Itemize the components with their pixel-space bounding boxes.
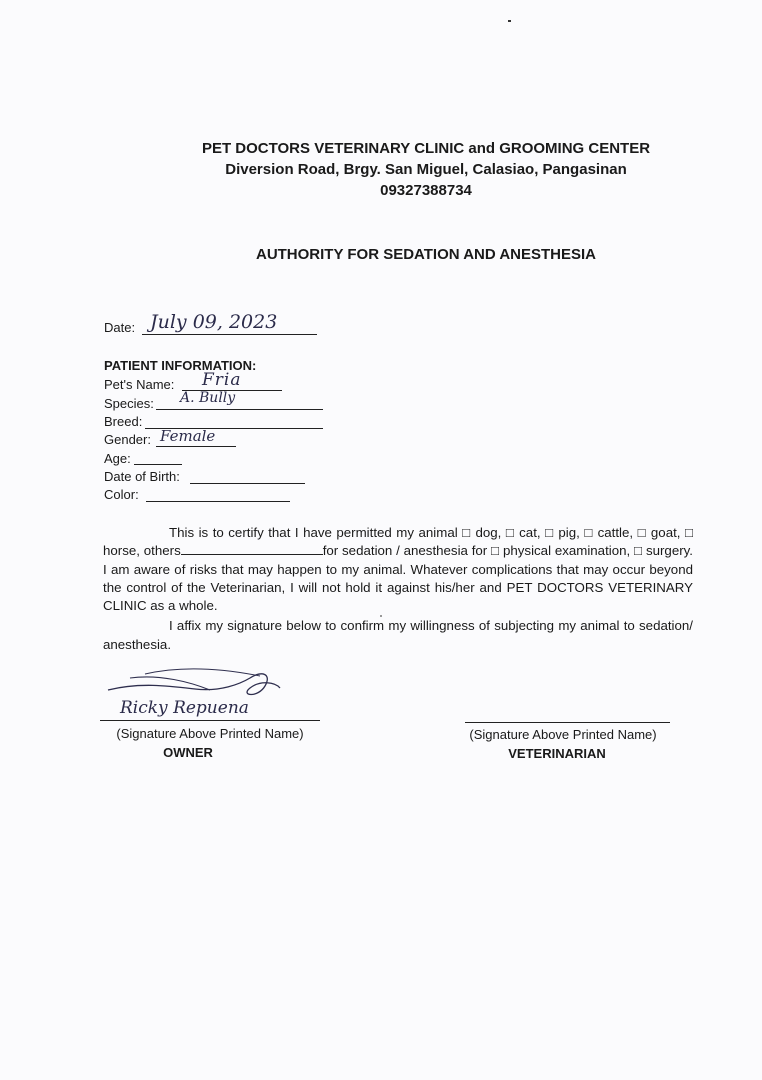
pets-name-value[interactable]: Fria <box>202 370 242 390</box>
owner-printed-name: Ricky Repuena <box>120 698 249 718</box>
affix-signature-text: I affix my signature below to confirm my willingness of subjecting my animal to sedation/ anesthesia. <box>103 618 693 652</box>
clinic-address: Diversion Road, Brgy. San Miguel, Calasiao, Pangasinan <box>225 161 627 178</box>
gender-value[interactable]: Female <box>160 427 216 445</box>
consent-text-part2: for sedation / anesthesia for □ physical examination, □ surgery. I am aware of risks that may happen to my animal. Whatever complications that may occur beyond the control of the Veterinarian, I will not hold it against his/her and PET DOCTORS VETERINARY CLINIC as a whole. <box>103 543 693 614</box>
vet-role: VETERINARIAN <box>508 746 606 761</box>
others-blank[interactable] <box>181 544 323 555</box>
color-line[interactable] <box>146 501 290 502</box>
date-label: Date: <box>104 320 136 335</box>
scan-speck <box>380 615 382 617</box>
age-line[interactable] <box>134 464 182 465</box>
vet-signature-caption: (Signature Above Printed Name) <box>469 727 657 742</box>
vet-signature-line[interactable] <box>465 722 670 723</box>
consent-text <box>103 524 693 654</box>
owner-signature-caption: (Signature Above Printed Name) <box>116 726 304 741</box>
form-title: AUTHORITY FOR SEDATION AND ANESTHESIA <box>255 246 596 263</box>
patient-info-heading: PATIENT INFORMATION: <box>104 358 257 373</box>
gender-line <box>156 446 236 447</box>
consent-text-part1: This is to certify that I have permitted my animal □ dog, □ cat, □ pig, □ cattle, □ goat, □ horse, others <box>103 525 693 559</box>
clinic-name: PET DOCTORS VETERINARY CLINIC and GROOMING CENTER <box>201 140 651 157</box>
breed-label: Breed: <box>104 414 143 429</box>
species-line <box>156 409 323 410</box>
dob-label: Date of Birth: <box>104 469 180 484</box>
owner-signature-line[interactable] <box>100 720 320 721</box>
scan-speck <box>508 20 511 22</box>
owner-role: OWNER <box>163 745 213 760</box>
age-label: Age: <box>104 451 131 466</box>
clinic-phone: 09327388734 <box>380 182 472 199</box>
gender-label: Gender: <box>104 432 151 447</box>
pets-name-label: Pet's Name: <box>104 377 175 392</box>
dob-line[interactable] <box>190 483 305 484</box>
date-value[interactable]: July 09, 2023 <box>150 311 278 333</box>
species-label: Species: <box>104 396 154 411</box>
color-label: Color: <box>104 487 139 502</box>
species-value[interactable]: A. Bully <box>180 390 236 406</box>
date-line <box>142 334 317 335</box>
